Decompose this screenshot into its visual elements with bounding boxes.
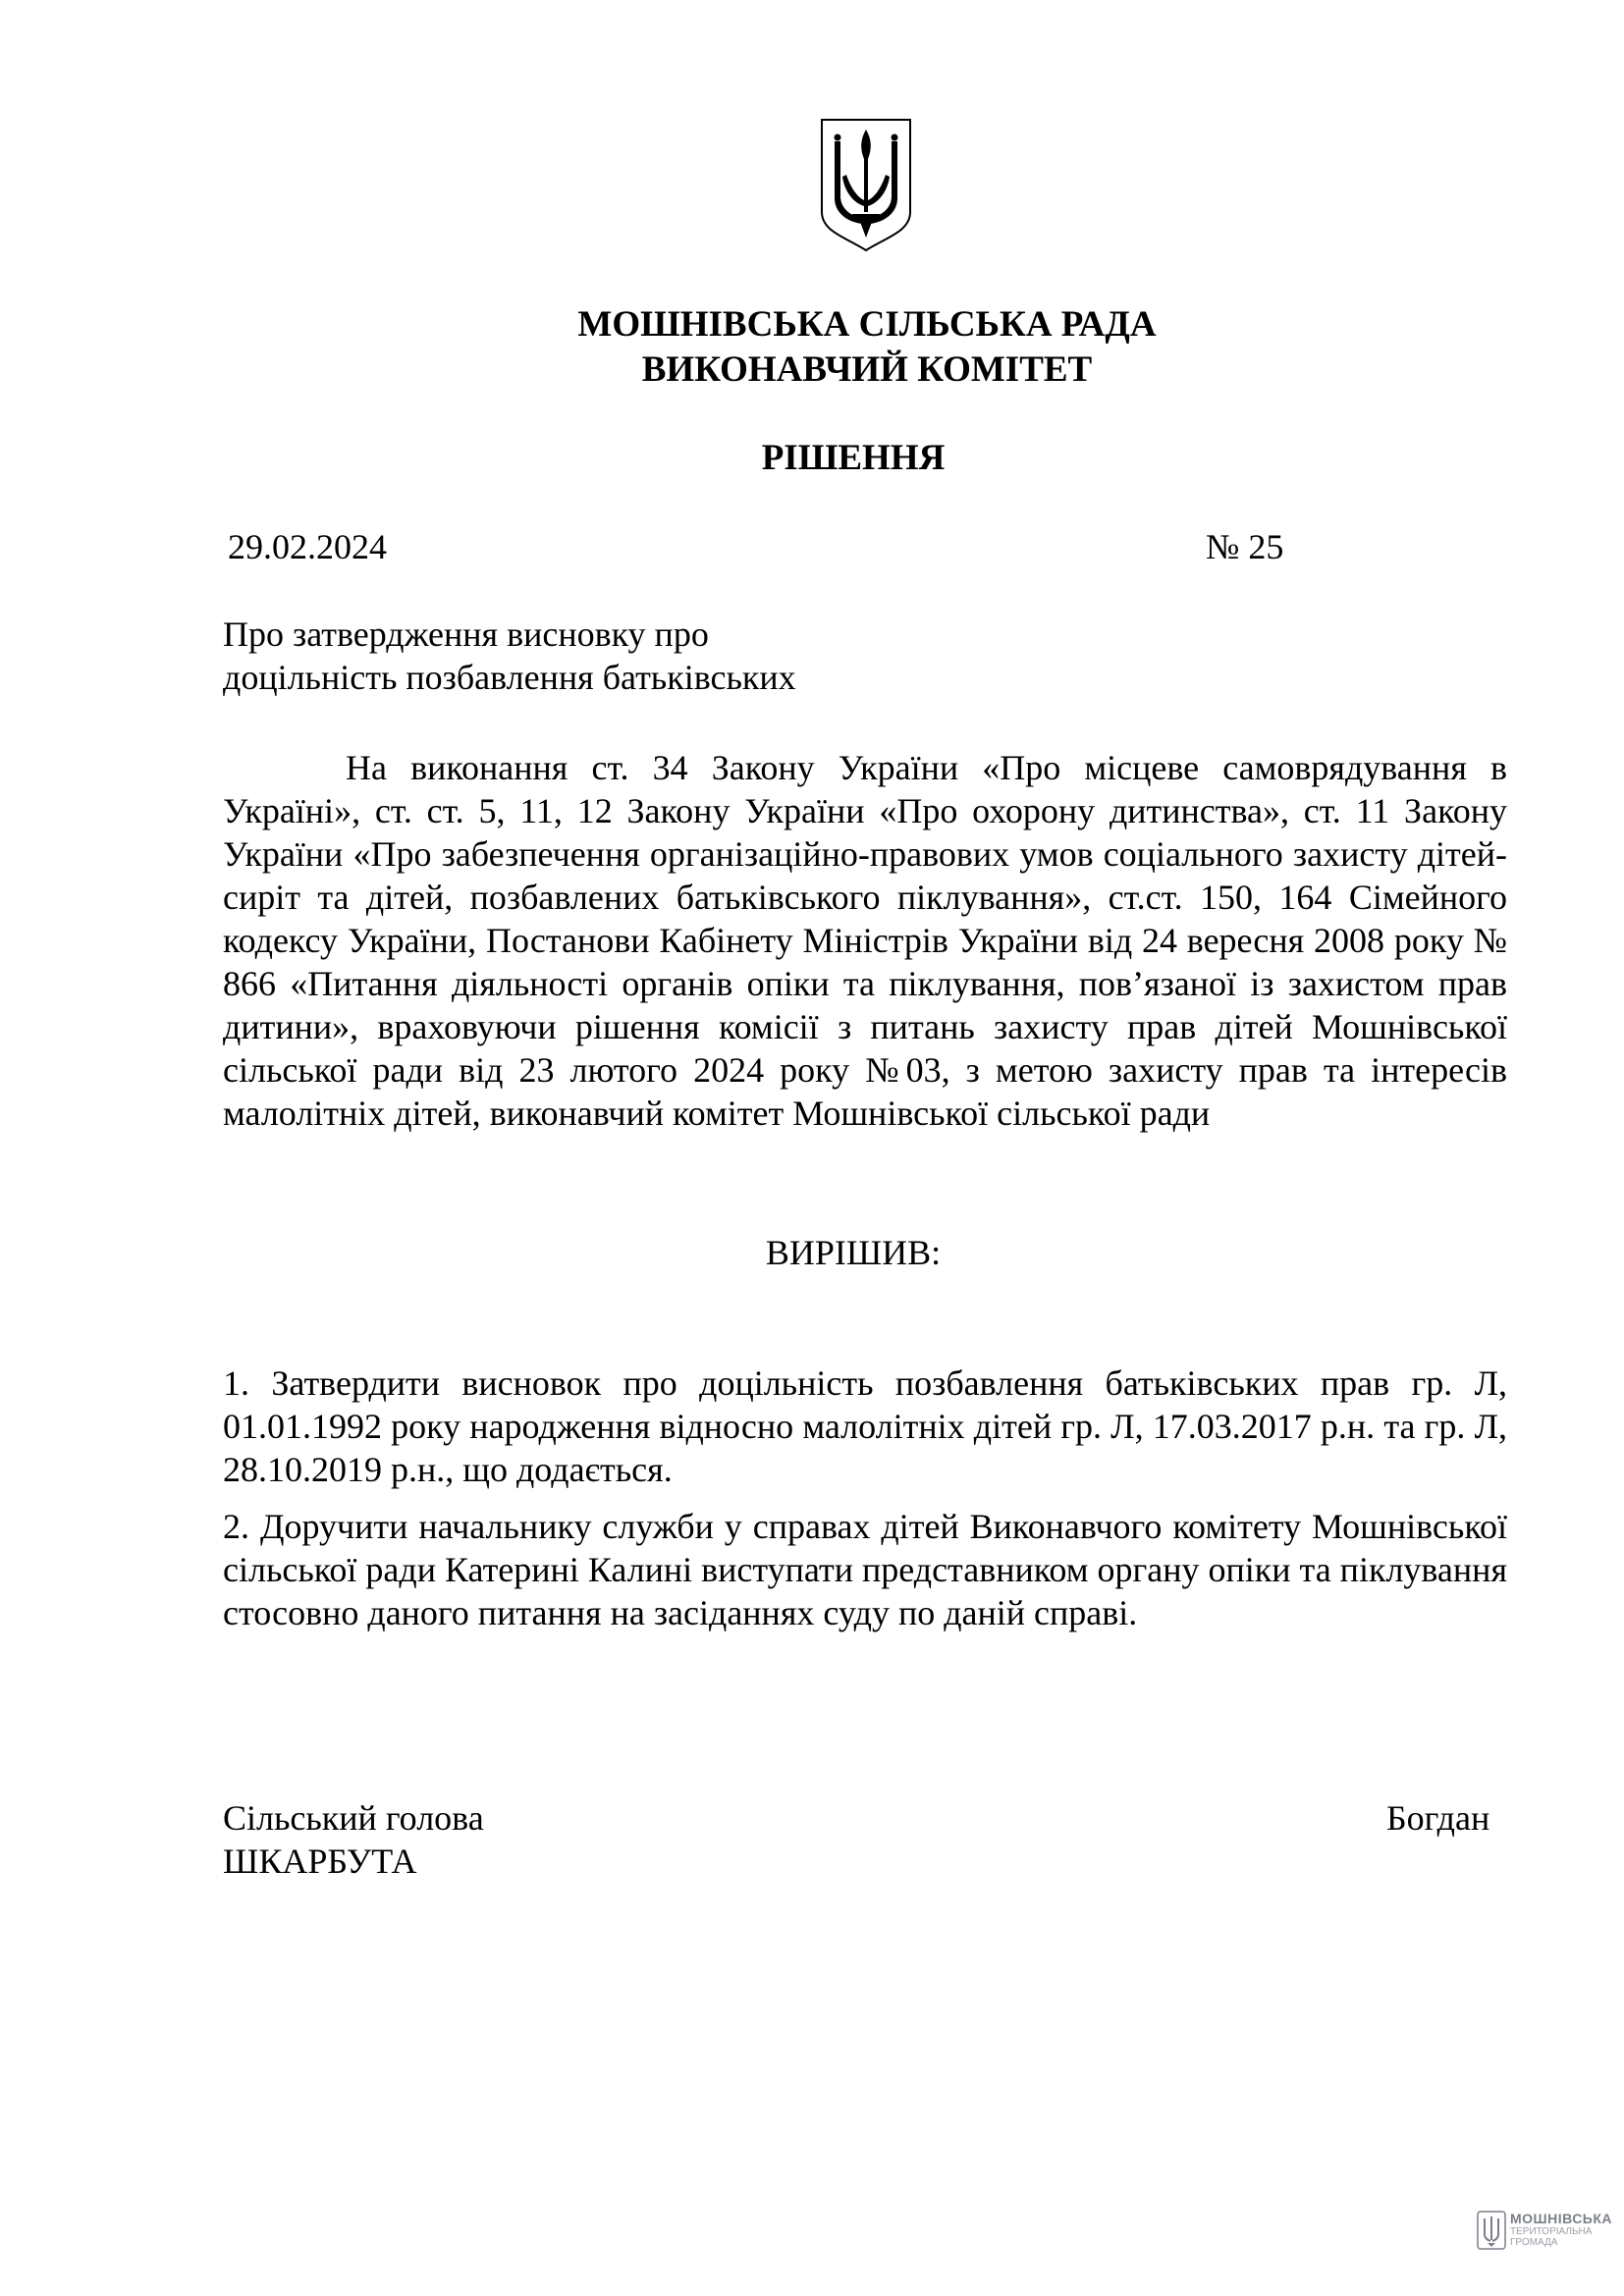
watermark-subtitle: ТЕРИТОРІАЛЬНА ГРОМАДА [1510,2226,1593,2248]
preamble-paragraph: На виконання ст. 34 Закону України «Про місцеве самоврядування в Україні», ст. ст. 5, 11, 12 Закону України «Про охорону дитинства», ст. 11 Закону України «Про забезпечення організаційно-правових умов соціального захисту дітей-сиріт та дітей, позбавлених батьківського піклування», ст.ст. 150, 164 Сімейного кодексу України, Постанови Кабінету Міністрів України від 24 вересня 2008 року № 866 «Питання діяльності органів опіки та піклування, пов’язаної із захистом прав дитини», враховуючи рішення комісії з питань захисту прав дітей Мошнівської сільської ради від 23 лютого 2024 року №03, з метою захисту прав та інтересів малолітніх дітей, виконавчий комітет Мошнівської сільської ради [223,748,1507,1133]
document-type: РІШЕННЯ [761,438,946,478]
decision-item-2: 2. Доручити начальнику служби у справах дітей Виконавчого комітету Мошнівської сільської ради Катерині Калині виступати представником органу опіки та піклування стосовно даного питання на засіданнях суду по даній справі. [223,1507,1507,1632]
document-subject [223,613,796,699]
subject-line: доцільність позбавлення батьківських [223,658,796,697]
coat-of-arms-icon [817,116,915,253]
subject-line: Про затвердження висновку про [223,614,709,654]
organization-name: МОШНІВСЬКА СІЛЬСЬКА РАДА [577,304,1157,345]
resolved-heading-row [0,1231,1624,1274]
document-date: 29.02.2024 [228,527,387,566]
watermark-trident-icon [1477,2211,1506,2250]
committee-name: ВИКОНАВЧИЙ КОМІТЕТ [641,349,1093,390]
signatory-first-name: Богдан [1386,1798,1490,1838]
decision-item-1: 1. Затвердити висновок про доцільність позбавлення батьківських прав гр. Л, 01.01.1992 року народження відносно малолітніх дітей гр. Л, 17.03.2017 р.н. та гр. Л, 28.10.2019 р.н., що додається. [223,1363,1507,1489]
community-watermark [1473,2211,1620,2279]
document-number: № 25 [1206,527,1284,566]
signatory-title: Сільський голова [223,1798,484,1838]
signatory-surname: ШКАРБУТА [223,1842,417,1881]
resolved-heading: ВИРІШИВ: [765,1233,942,1272]
watermark-title: МОШНІВСЬКА [1510,2211,1613,2226]
